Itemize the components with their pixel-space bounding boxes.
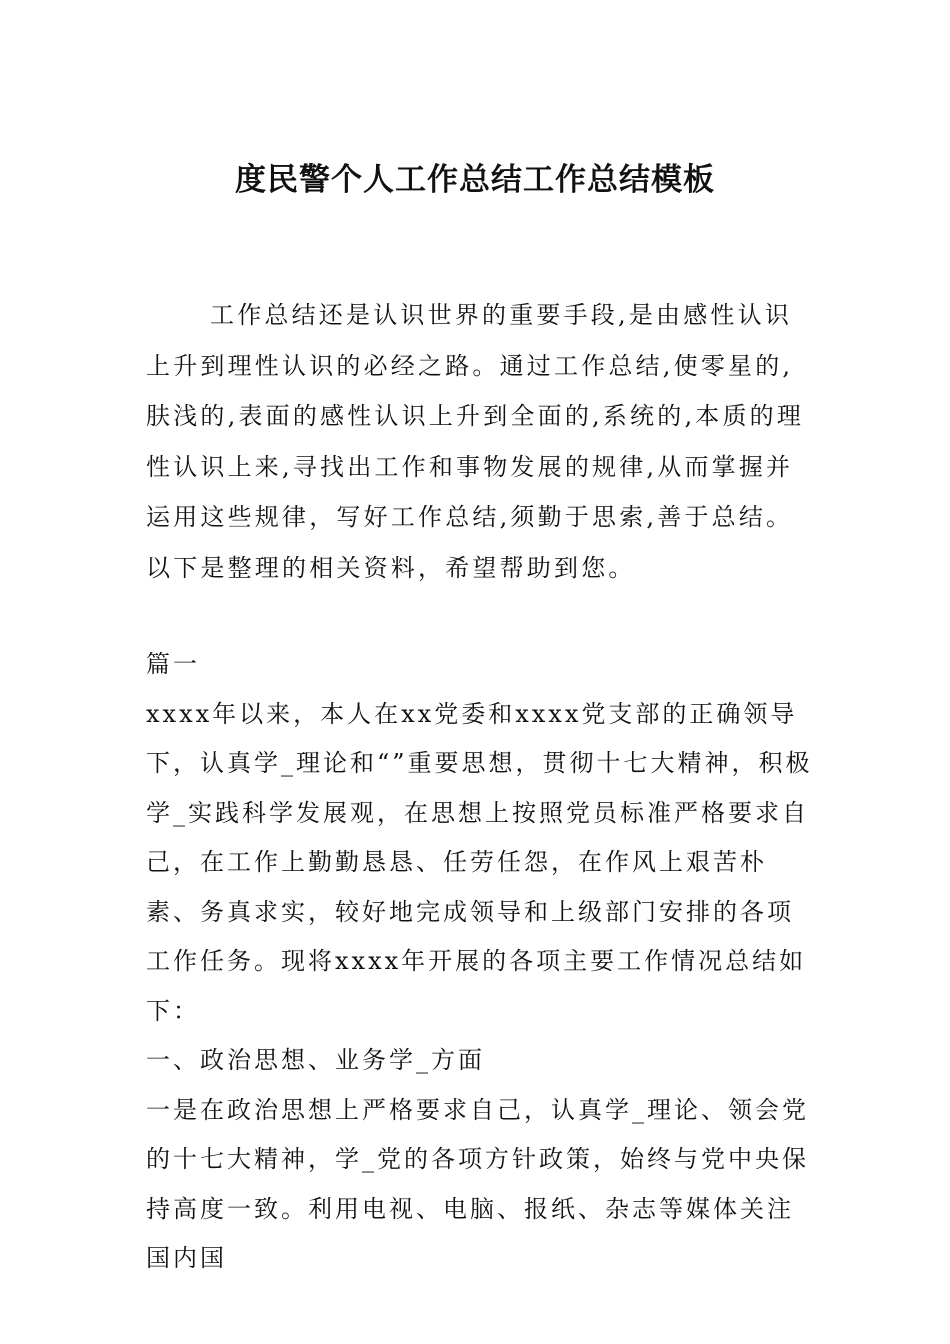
- document-title: 度民警个人工作总结工作总结模板: [235, 162, 715, 198]
- section-heading: 一、政治思想、业务学_方面: [146, 1046, 485, 1074]
- document-body: [146, 640, 814, 1284]
- body-paragraph: xxxx年以来，本人在xx党委和xxxx党支部的正确领导下，认真学_理论和“”重要思想，贯彻十七大精神，积极学_实践科学发展观，在思想上按照党员标准严格要求自己，在工作上勤勤恳恳、任劳任怨，在作风上艰苦朴素、务真求实，较好地完成领导和上级部门安排的各项工作任务。现将xxxx年开展的各项主要工作情况总结如下：: [146, 699, 813, 1025]
- body-paragraph: 一是在政治思想上严格要求自己，认真学_理论、领会党的十七大精神，学_党的各项方针政策，始终与党中央保持高度一致。利用电视、电脑、报纸、杂志等媒体关注国内国: [146, 1095, 809, 1272]
- intro-paragraph: 工作总结还是认识世界的重要手段,是由感性认识上升到理性认识的必经之路。通过工作总结,使零星的,肤浅的,表面的感性认识上升到全面的,系统的,本质的理性认识上来,寻找出工作和事物发展的规律,从而掌握并运用这些规律，写好工作总结,须勤于思索,善于总结。以下是整理的相关资料，希望帮助到您。: [146, 301, 805, 582]
- section-label: 篇一: [146, 650, 200, 678]
